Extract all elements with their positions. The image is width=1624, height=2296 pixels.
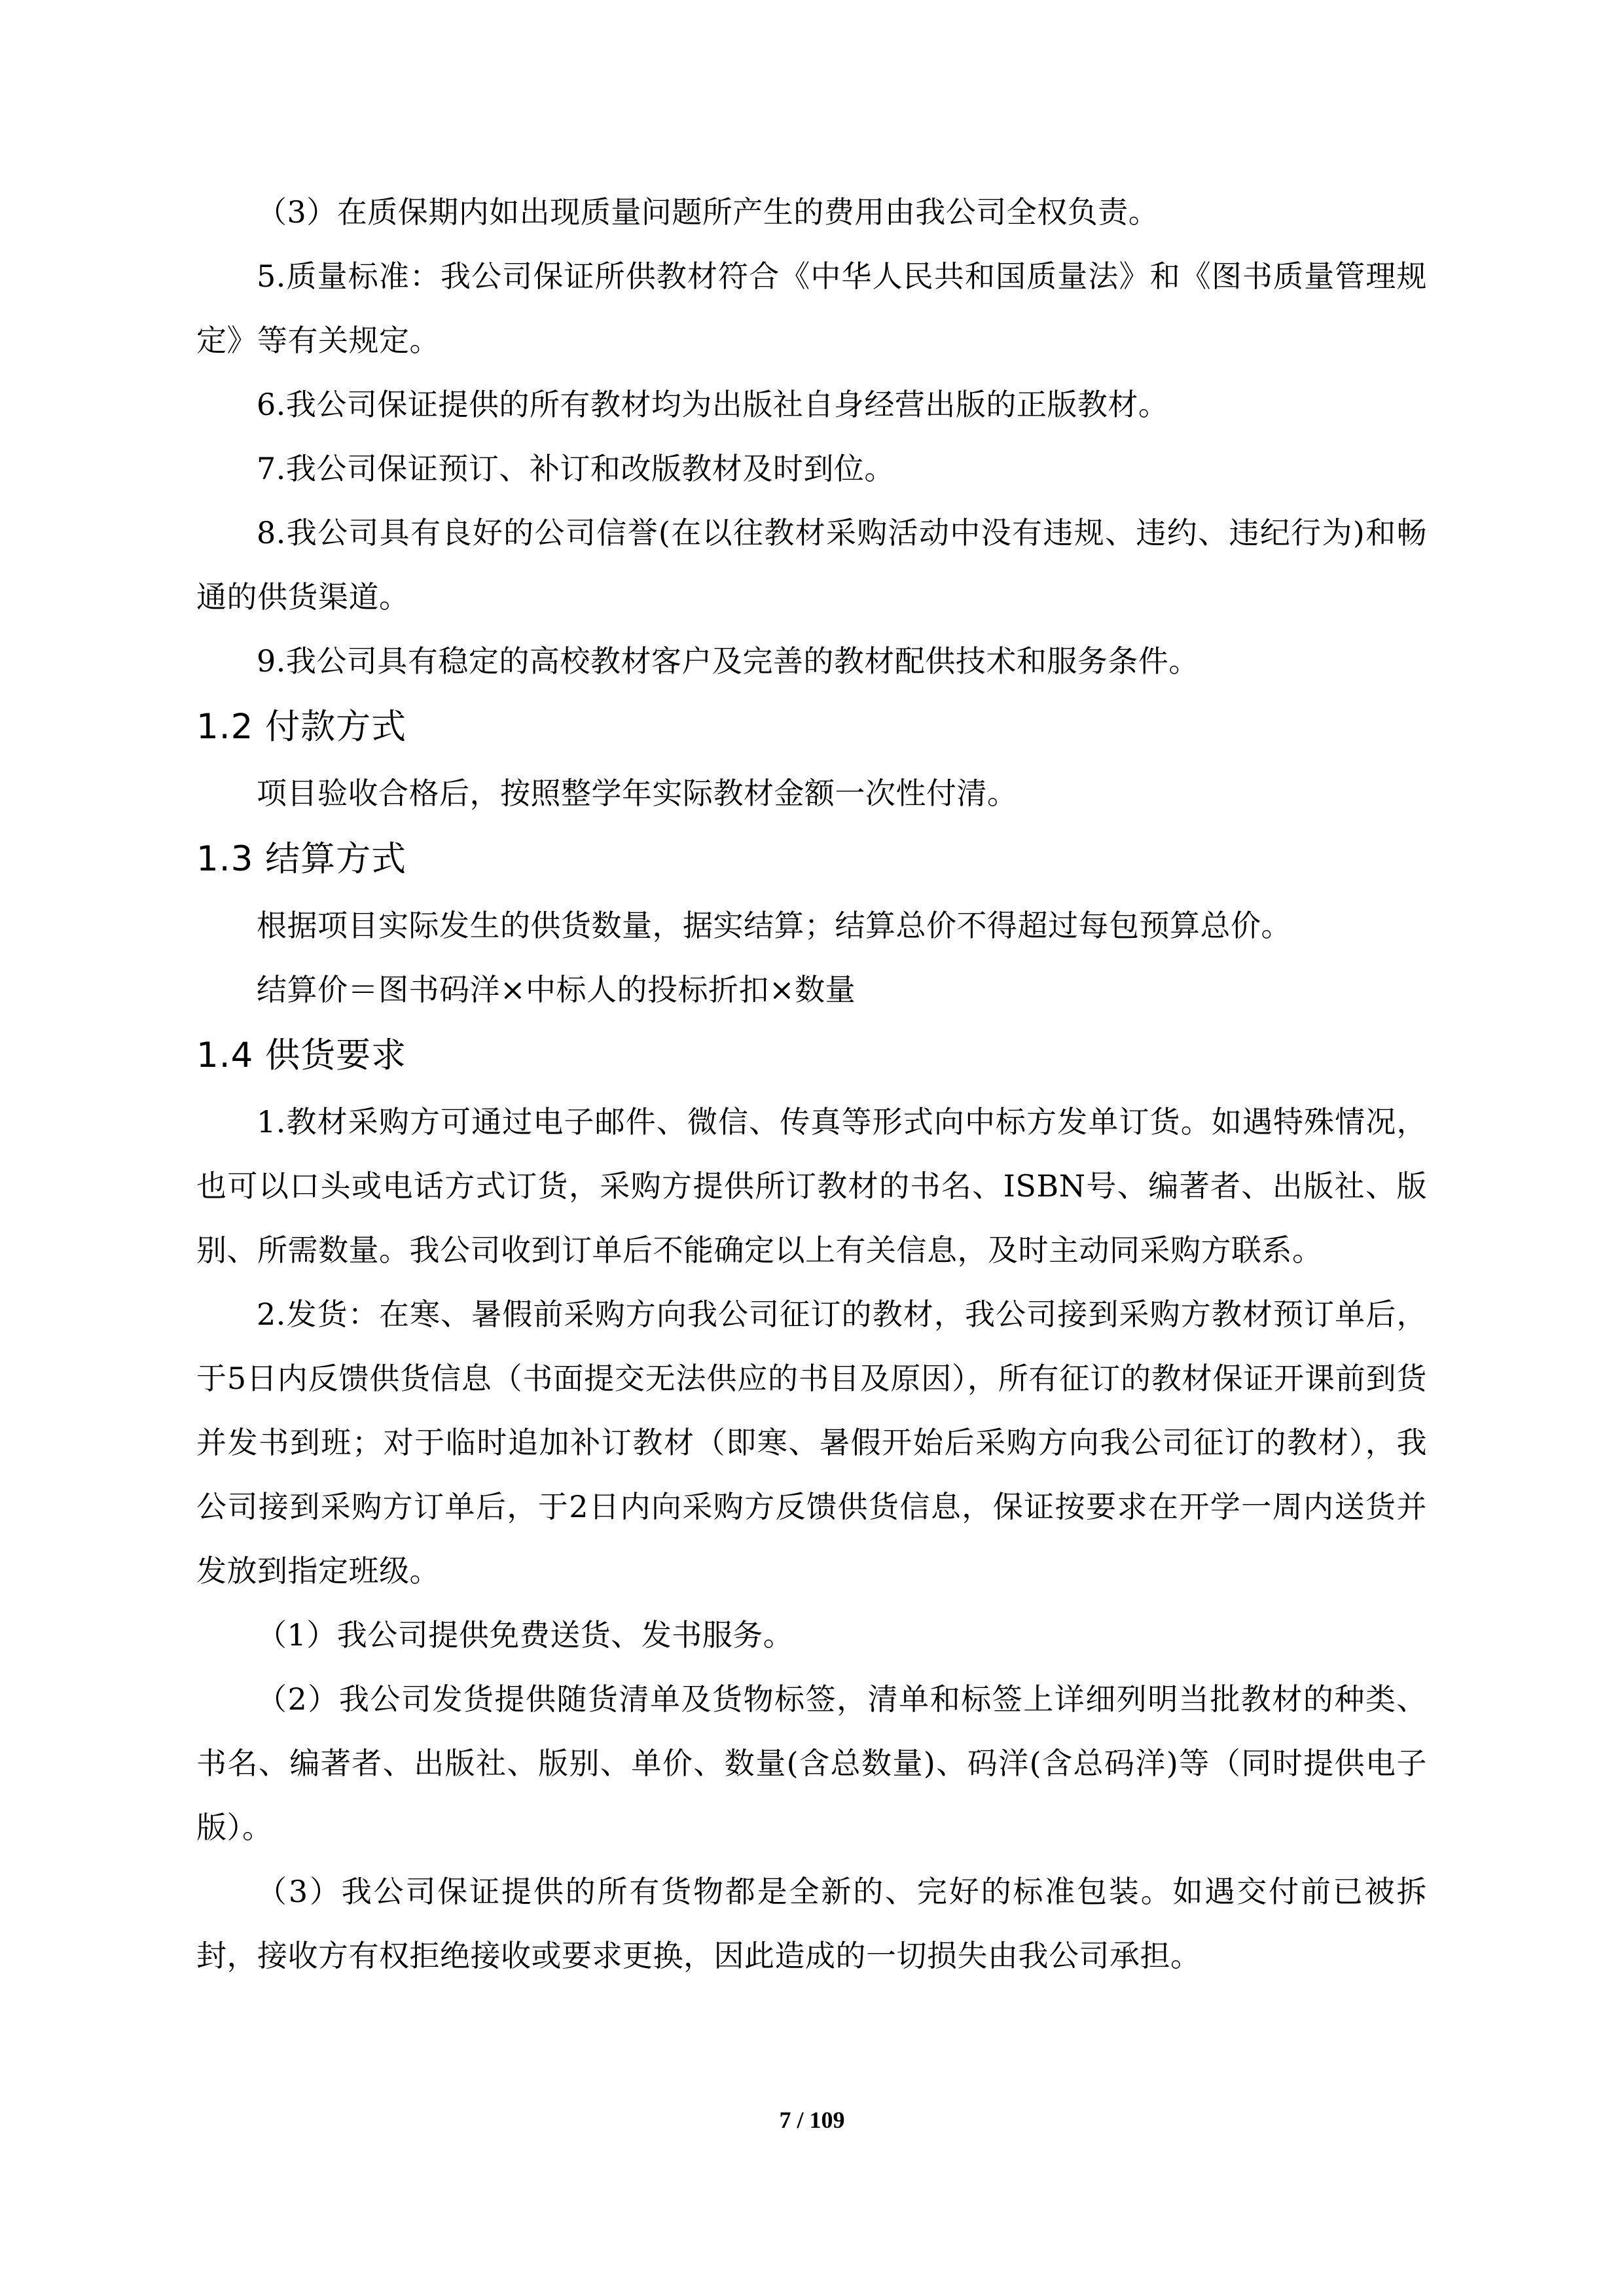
paragraph-reputation: 8.我公司具有良好的公司信誉(在以往教材采购活动中没有违规、违约、违纪行为)和畅通的供货渠道。 [196,515,1427,615]
paragraph-settlement-formula: 结算价＝图书码洋×中标人的投标折扣×数量 [257,972,856,1007]
paragraph-warranty-cost: （3）在质保期内如出现质量问题所产生的费用由我公司全权负责。 [257,194,1159,230]
paragraph-shipping: 2.发货：在寒、暑假前采购方向我公司征订的教材，我公司接到采购方教材预订单后，于5日内反馈供货信息（书面提交无法供应的书目及原因），所有征订的教材保证开课前到货并发书到班；对于临时追加补订教材（即寒、暑假开始后采购方向我公司征订的教材），我公司接到采购方订单后，于2日内向采购方反馈供货信息，保证按要求在开学一周内送货并发放到指定班级。 [196,1297,1427,1588]
paragraph-packaging: （3）我公司保证提供的所有货物都是全新的、完好的标准包装。如遇交付前已被拆封，接收方有权拒绝接收或要求更换，因此造成的一切损失由我公司承担。 [196,1874,1427,1973]
paragraph-settlement: 根据项目实际发生的供货数量，据实结算；结算总价不得超过每包预算总价。 [257,908,1291,943]
paragraph-clients-services: 9.我公司具有稳定的高校教材客户及完善的教材配供技术和服务条件。 [257,643,1199,679]
document-body [196,180,1427,1988]
paragraph-genuine-textbooks: 6.我公司保证提供的所有教材均为出版社自身经营出版的正版教材。 [257,387,1169,422]
paragraph-ordering: 1.教材采购方可通过电子邮件、微信、传真等形式向中标方发单订货。如遇特殊情况，也可以口头或电话方式订货，采购方提供所订教材的书名、ISBN号、编著者、出版社、版别、所需数量。我公司收到订单后不能确定以上有关信息，及时主动同采购方联系。 [196,1104,1427,1268]
paragraph-packing-list: （2）我公司发货提供随货清单及货物标签，清单和标签上详细列明当批教材的种类、书名、编著者、出版社、版别、单价、数量(含总数量)、码洋(含总码洋)等（同时提供电子版）。 [196,1681,1427,1845]
paragraph-timely-delivery: 7.我公司保证预订、补订和改版教材及时到位。 [257,451,895,486]
paragraph-payment: 项目验收合格后，按照整学年实际教材金额一次性付清。 [257,776,1018,811]
page-number: 7 / 109 [779,2107,845,2133]
section-heading-settlement: 1.3 结算方式 [196,839,407,879]
paragraph-quality-standard: 5.质量标准：我公司保证所供教材符合《中华人民共和国质量法》和《图书质量管理规定》等有关规定。 [196,259,1427,358]
section-heading-supply: 1.4 供货要求 [196,1035,407,1075]
section-heading-payment: 1.2 付款方式 [196,707,407,747]
paragraph-free-delivery: （1）我公司提供免费送货、发书服务。 [257,1617,794,1653]
